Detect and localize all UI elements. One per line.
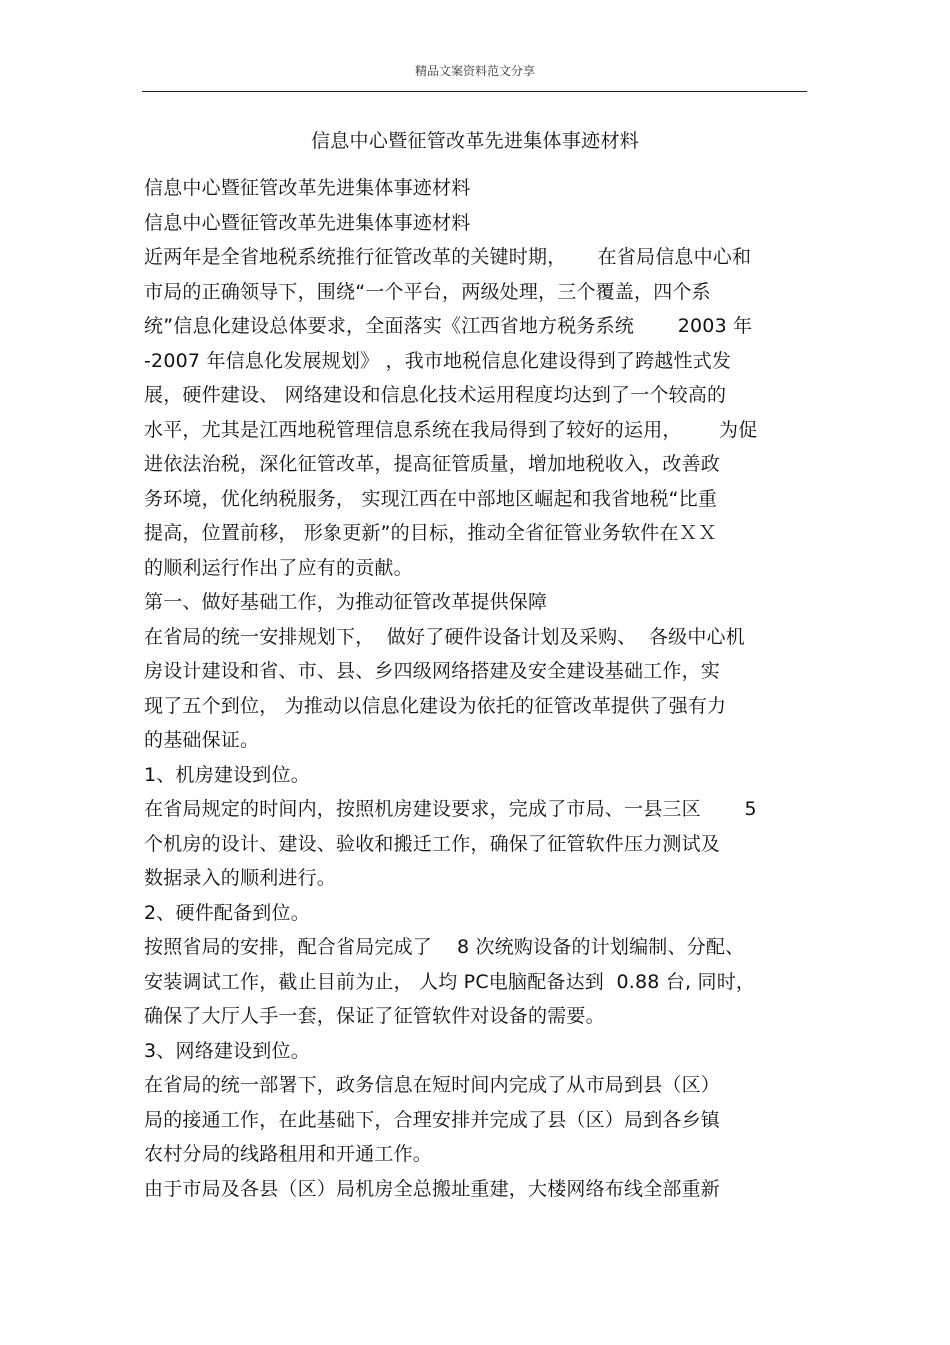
- body-line: 统”信息化建设总体要求，全面落实《江西省地方税务系统 2003 年: [144, 315, 753, 337]
- body-line: 在省局规定的时间内，按照机房建设要求，完成了市局、一县三区 5: [144, 798, 757, 820]
- body-line: 数据录入的顺利进行。: [144, 867, 337, 889]
- document-body: [144, 171, 809, 1206]
- body-line: 确保了大厅人手一套，保证了征管软件对设备的需要。: [144, 1005, 605, 1027]
- section-heading: 第一、做好基础工作，为推动征管改革提供保障: [144, 591, 548, 613]
- body-line: 房设计建设和省、市、县、乡四级网络搭建及安全建设基础工作，实: [144, 660, 721, 682]
- body-line: 个机房的设计、建设、验收和搬迁工作，确保了征管软件压力测试及: [144, 832, 721, 855]
- body-line: 信息中心暨征管改革先进集体事迹材料: [144, 177, 471, 199]
- body-line: 提高，位置前移， 形象更新”的目标，推动全省征管业务软件在ＸＸ: [144, 522, 718, 544]
- body-line: 的基础保证。: [144, 729, 260, 751]
- running-header: 精品文案资料范文分享: [414, 64, 535, 78]
- body-line: 安装调试工作，截止目前为止， 人均 PC电脑配备达到 0.88 台, 同时，: [144, 970, 756, 993]
- document-title: 信息中心暨征管改革先进集体事迹材料: [310, 130, 640, 152]
- body-line: 现了五个到位， 为推动以信息化建设为依托的征管改革提供了强有力: [144, 694, 727, 717]
- body-line: 进依法治税，深化征管改革，提高征管质量，增加地税收入，改善政: [144, 453, 721, 475]
- body-line: 的顺利运行作出了应有的贡献。: [144, 556, 413, 579]
- body-line: 局的接通工作，在此基础下，合理安排并完成了县（区）局到各乡镇: [144, 1108, 721, 1131]
- body-line: 务环境，优化纳税服务， 实现江西在中部地区崛起和我省地税“比重: [144, 487, 718, 510]
- subsection-heading: 3、网络建设到位。: [144, 1039, 310, 1062]
- body-line: -2007 年信息化发展规划》 ，我市地税信息化建设得到了跨越性式发: [144, 349, 732, 372]
- subsection-heading: 2、硬件配备到位。: [144, 901, 310, 924]
- body-line: 在省局的统一部署下，政务信息在短时间内完成了从市局到县（区）: [144, 1074, 721, 1096]
- subsection-heading: 1、机房建设到位。: [144, 763, 310, 786]
- body-line: 农村分局的线路租用和开通工作。: [144, 1143, 433, 1165]
- body-line: 按照省局的安排，配合省局完成了 8 次统购设备的计划编制、分配、: [144, 936, 745, 958]
- body-line: 市局的正确领导下，围绕“一个平台，两级处理，三个覆盖，四个系: [144, 280, 711, 303]
- body-line: 由于市局及各县（区）局机房全总搬址重建，大楼网络布线全部重新: [144, 1177, 721, 1200]
- body-line: 信息中心暨征管改革先进集体事迹材料: [144, 211, 471, 234]
- header-divider: [142, 91, 807, 92]
- body-line: 水平，尤其是江西地税管理信息系统在我局得到了较好的运用， 为促: [144, 418, 758, 441]
- body-line: 展，硬件建设、 网络建设和信息化技术运用程度均达到了一个较高的: [144, 384, 727, 406]
- body-line: 近两年是全省地税系统推行征管改革的关键时期， 在省局信息中心和: [144, 246, 752, 268]
- body-line: 在省局的统一安排规划下， 做好了硬件设备计划及采购、 各级中心机: [144, 625, 745, 648]
